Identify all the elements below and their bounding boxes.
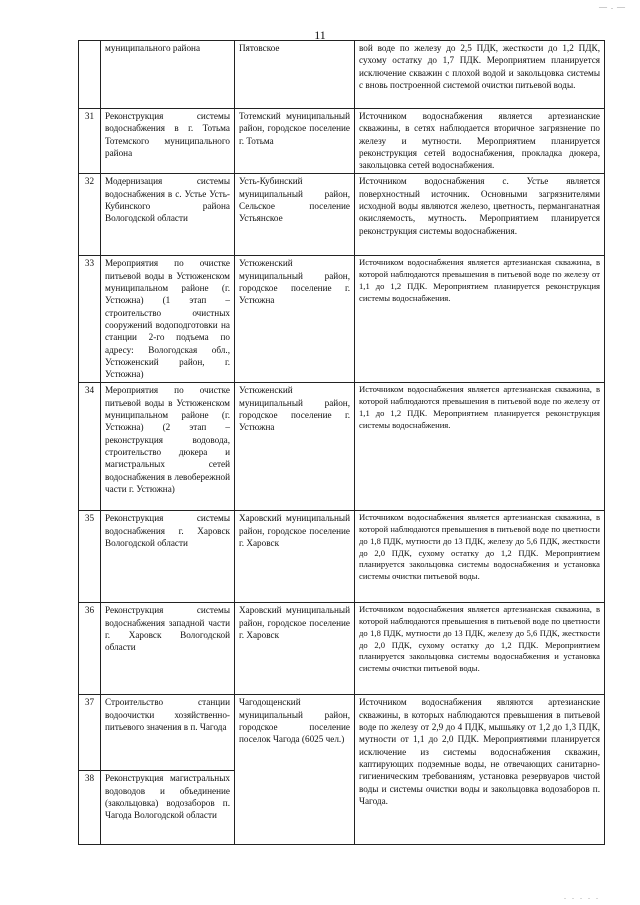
municipality: Тотемский муниципальный район, городское поселение г. Тотьма [235,109,355,174]
row-number: 35 [79,511,101,603]
municipality: Харовский муниципальный район, городское поселение г. Харовск [235,603,355,695]
table-row [79,41,605,109]
measure-name: Модернизация системы водоснабжения в с. Устье Усть-Кубинского района Вологодской области [101,174,235,256]
water-source-description: вой воде по железу до 2,5 ПДК, жесткости до 1,2 ПДК, сухому остатку до 1,7 ПДК. Мероприятием планируется исключение скважин с плохой водой и закольцовка системы с вновь построенной системой очистки питьевой воды. [355,41,605,109]
municipality: Устюженский муниципальный район, городское поселение г. Устюжна [235,256,355,383]
water-source-description: Источником водоснабжения с. Устье является поверхностный источник. Основными загрязнителями исходной воды являются железо, цветность, перманганатная окисляемость, мутность. Мероприятием планируется реконструкция системы водоснабжения. [355,174,605,256]
water-source-description: Источником водоснабжения является артезианская скважина, в которой наблюдаются превышения в питьевой воде по железу от 1,1 до 1,2 ПДК. Мероприятием планируется реконструкция системы водоснабжения. [355,256,605,383]
measure-name: Мероприятия по очистке питьевой воды в Устюженском муниципальном районе (г. Устюжна) (2 этап – реконструкция водовода, строительство дюкера и магистральных сетей водоснабжения в левобережной части г. Устюжна) [101,383,235,511]
table-row [79,695,605,771]
measure-name: Реконструкция магистральных водоводов и объединение (закольцовка) водозаборов п. Чагода Вологодской области [101,771,235,845]
measures-table [78,40,605,845]
municipality: Харовский муниципальный район, городское поселение г. Харовск [235,511,355,603]
row-number [79,41,101,109]
row-number: 37 [79,695,101,771]
municipality: Чагодощенский муниципальный район, городское поселение поселок Чагода (6025 чел.) [235,695,355,845]
row-number: 38 [79,771,101,845]
table-row [79,603,605,695]
measure-name: Строительство станции водоочистки хозяйственно-питьевого значения в п. Чагода [101,695,235,771]
water-source-description: Источником водоснабжения является артезианские скважины, в сетях наблюдается вторичное загрязнение по железу и мутности. Мероприятием планируется реконструкция сетей водоснабжения, прокладка дюкера, закольцовка сетей водоснабжения. [355,109,605,174]
row-number: 33 [79,256,101,383]
municipality: Пятовское [235,41,355,109]
water-source-description: Источником водоснабжения являются артезианские скважины, в которых наблюдаются превышения в питьевой воде по железу от 2,9 до 4 ПДК, мышьяку от 1,2 до 1,3 ПДК, мутности от 1,1 до 2,0 ПДК. Мероприятиями планируется исключение из системы водоснабжения скважин, каптирующих подземные воды, не отвечающих санитарно-гигиеническим требованиям, установка резервуаров чистой воды и системы очистки воды и закольцовка водозаборов п. Чагода. [355,695,605,845]
page-number: 11 [314,28,326,42]
table-row [79,109,605,174]
municipality: Устюженский муниципальный район, городское поселение г. Устюжна [235,383,355,511]
row-number: 32 [79,174,101,256]
corner-mark: — . — [599,2,626,11]
water-source-description: Источником водоснабжения является артезианская скважина, в которой наблюдаются превышения в питьевой воде по цветности до 1,8 ПДК, мутности до 13 ПДК, железу до 5,6 ПДК, жесткости до 2,0 ПДК, сухому остатку до 1,2 ПДК. Мероприятием планируется закольцовка системы водоснабжения и установка системы очистки питьевой воды. [355,511,605,603]
measure-name: Реконструкция системы водоснабжения в г. Тотьма Тотемского муниципального района [101,109,235,174]
row-number: 36 [79,603,101,695]
water-source-description: Источником водоснабжения является артезианская скважина, в которой наблюдаются превышения в питьевой воде по железу от 1,1 до 1,2 ПДК. Мероприятием планируется реконструкция системы водоснабжения. [355,383,605,511]
row-number: 34 [79,383,101,511]
water-source-description: Источником водоснабжения является артезианская скважина, в которой наблюдаются превышения в питьевой воде по цветности до 1,8 ПДК, мутности до 13 ПДК, железу до 5,6 ПДК, жесткости до 2,0 ПДК, сухому остатку до 1,2 ПДК. Мероприятием планируется закольцовка системы водоснабжения и установка системы очистки питьевой воды. [355,603,605,695]
measure-name: муниципального района [101,41,235,109]
table-row [79,256,605,383]
municipality: Усть-Кубинский муниципальный район, Сельское поселение Устьянское [235,174,355,256]
bottom-mark: . . . . . [564,892,600,901]
measure-name: Мероприятия по очистке питьевой воды в Устюженском муниципальном районе (г. Устюжна) (1 этап – строительство очистных сооружений водоподготовки на станции 2-го подъема по адресу: Вологодская обл., Устюженский район, г. Устюжна) [101,256,235,383]
row-number: 31 [79,109,101,174]
measure-name: Реконструкция системы водоснабжения западной части г. Харовск Вологодской области [101,603,235,695]
measure-name: Реконструкция системы водоснабжения г. Харовск Вологодской области [101,511,235,603]
table-row [79,383,605,511]
table-row [79,511,605,603]
table-row [79,174,605,256]
